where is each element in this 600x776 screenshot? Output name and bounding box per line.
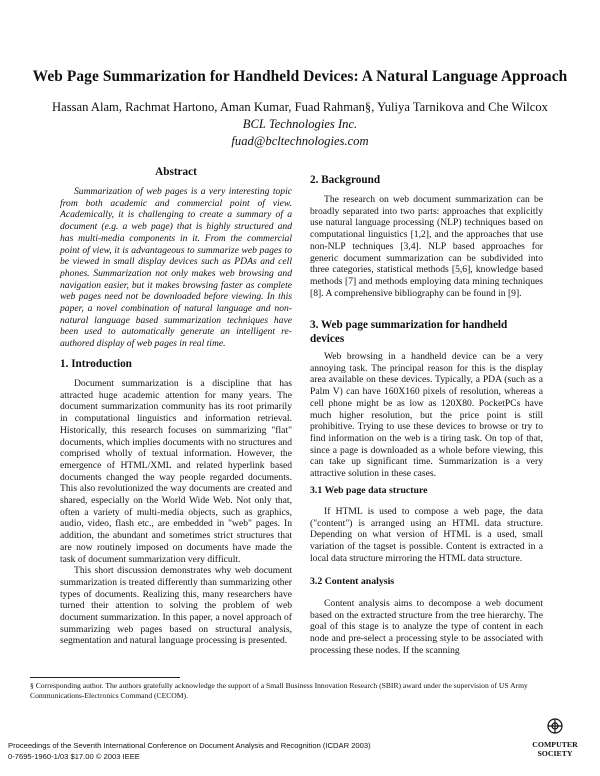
section-heading-section3: 3. Web page summarization for handheld devices bbox=[310, 319, 508, 345]
abstract-heading: Abstract bbox=[155, 166, 197, 178]
logo-line-1: COMPUTER bbox=[532, 740, 578, 749]
section3-body bbox=[310, 351, 543, 480]
logo-line-2: SOCIETY bbox=[537, 749, 573, 758]
proceedings-line: Proceedings of the Seventh International Conference on Document Analysis and Recognition (ICDAR 2003) bbox=[8, 741, 371, 750]
section-heading-introduction: 1. Introduction bbox=[60, 358, 132, 370]
isbn-line: 0-7695-1960-1/03 $17.00 © 2003 IEEE bbox=[8, 752, 140, 761]
footnote-rule bbox=[30, 677, 180, 678]
introduction-body bbox=[60, 378, 292, 647]
section31-paragraph: If HTML is used to compose a web page, the data ("content") is arranged using an HTML data structure. Depending on what version of HTML is a used, small variation of the tagset is possible. Content is extracted in a local data structure mirroring the HTML data structure. bbox=[310, 506, 543, 564]
section32-paragraph: Content analysis aims to decompose a web document based on the extracted structure from the tree hierarchy. The goal of this stage is to analyze the type of content in each node and pre-select a processing style to be associated with processing these nodes. If the scanning bbox=[310, 598, 543, 656]
affiliation: BCL Technologies Inc. bbox=[242, 117, 358, 131]
subsection-heading-3-1: 3.1 Web page data structure bbox=[310, 485, 428, 496]
section32-body bbox=[310, 598, 543, 657]
footnote: § Corresponding author. The authors gratefully acknowledge the support of a Small Business Innovation Research (SBIR) award under the supervision of US Army Communications-Electronics Command (CECOM). bbox=[30, 681, 528, 700]
section3-paragraph: Web browsing in a handheld device can be a very annoying task. The principal reason for this is the display area available on these devices. Typically, a PDA (such as a Palm V) can have 160X160 pixels of resolution, whereas a cell phone might be as low as 120X80. PocketPCs have much higher resolution, but the price point is still prohibitive. Trying to use these devices to browse or try to find information on the web is a tiring task. On top of that, since a page is downloaded as a whole before viewing, this can take up significant time. Summarization is a very attractive solution in these cases. bbox=[310, 351, 543, 480]
author-list: Hassan Alam, Rachmat Hartono, Aman Kumar, Fuad Rahman§, Yuliya Tarnikova and Che Wilcox bbox=[52, 100, 548, 114]
introduction-paragraph: This short discussion demonstrates why web document summarization is treated differently than summarizing other types of documents. Realizing this, many researchers have turned their attention to solving the problem of web document summarization. In this paper, a novel approach of summarizing web pages based on structural analysis, segmentation and natural language processing is presented. bbox=[60, 565, 292, 647]
author-email: fuad@bcltechnologies.com bbox=[231, 134, 369, 148]
computer-society-logo-text bbox=[518, 740, 592, 758]
background-body bbox=[310, 194, 543, 299]
abstract-paragraph: Summarization of web pages is a very interesting topic from both academic and commercial point of view. Academically, it is challenging to create a summary of a document (e.g. a web page) that is highly structured and has multi-media components in it. From the commercial point of view, it is advantageous to summarize web pages to be viewed in small display devices such as PDAs and cell phones. Summarization not only makes web browsing and navigation easier, but it makes browsing faster as complete web pages need not be downloaded before viewing. In this paper, a novel combination of natural language and non-natural language based summarization techniques have been used to automatically generate an intelligent re-authored display of web pages in real time. bbox=[60, 186, 292, 350]
paper-title: Web Page Summarization for Handheld Devices: A Natural Language Approach bbox=[32, 68, 568, 85]
introduction-paragraph: Document summarization is a discipline that has attracted huge academic attention for many years. The document summarization community has its root primarily in computational linguistics and information retrieval. Historically, this research focuses on summarizing "flat" documents, which implies documents with no structures and comprised wholly of textual information. However, the emergence of HTML/XML and related hyperlink based documents changed the way people regarded documents. This also revolutionized the way documents are created and shared, especially on the World Wide Web. Not only that, often a variety of multi-media objects, such as graphics, audio, video, flash etc., are embedded in "web" pages. In addition, the abundant and sometimes strict structures that are now routinely imposed on documents have made the task of document summarization very difficult. bbox=[60, 378, 292, 565]
background-paragraph: The research on web document summarization can be broadly separated into two parts: approaches that explicitly use natural language processing (NLP) techniques based on computational linguistics [1,2], and the approaches that use non-NLP techniques [3,4]. NLP based approaches for generic document summarization can be subdivided into three categories, statistical methods [5,6], knowledge based methods [7] and methods employing data mining techniques [8]. A comprehensive bibliography can be found in [9]. bbox=[310, 194, 543, 299]
section-heading-background: 2. Background bbox=[310, 174, 381, 186]
subsection-heading-3-2: 3.2 Content analysis bbox=[310, 576, 395, 587]
abstract-text bbox=[60, 186, 292, 350]
section31-body bbox=[310, 506, 543, 565]
